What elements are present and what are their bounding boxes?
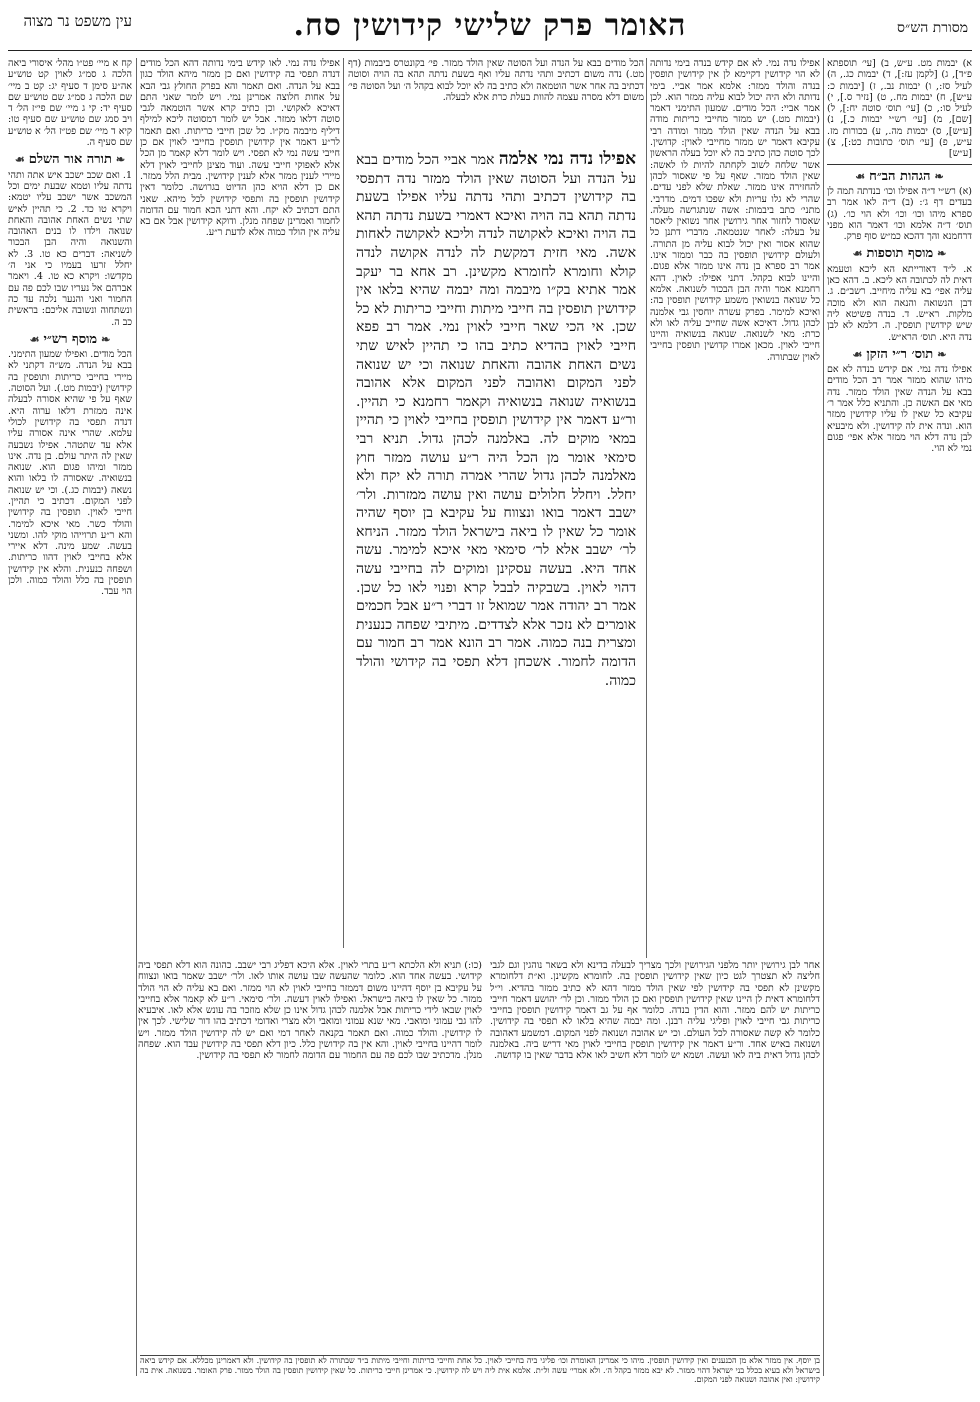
gemara-lead-words: אפילו נדה נמי אלמה bbox=[498, 150, 636, 169]
tosafot-rid-title: ❧תוס׳ ר״י הזקן☙ bbox=[852, 346, 947, 362]
column-divider bbox=[136, 58, 137, 1376]
left-margin-column bbox=[8, 58, 132, 1376]
masoret-hashas-label: מסורת הש״ס bbox=[897, 20, 968, 36]
haggahot-text: (א) רש״י ד״ה אפילו וכו׳ בנדתה תמה לן בעדים דף ג׳: (ב) ד״ה לאו אמר רב ספרא מיהו וכו׳ וכו׳ ולא הוי כו׳. (ג) תוס׳ ד״ה אלמא וכו׳ דאמר הוא מפני דרחמנא והך דהכא כמ״ש סוף פרק. bbox=[827, 185, 972, 243]
musaf-tosafot-title: ❧מוסף תוספות☙ bbox=[852, 246, 947, 262]
musaf-rashi-title: ❧מוסף רש״י☙ bbox=[29, 331, 111, 347]
divider bbox=[827, 164, 972, 165]
rashi-text: אפילו נדה נמי. לא אם קידש בנדה בימי נדותה לא הוי קידושין דקיימא לן אין קידושין תופסין בנדה והולד ממזר: אלמא אמר אביי. בימי נדותה ולא היה יכול לבוא עליה ממזר הוא. לכן אמר אביי: הכל מודים. שמעון התימני דאמר (יבמות מט.) יש ממזר מחייבי כריתות מודה בבא על הנדה שאין הולד ממזר ומודה רבי עקיבא דאמר יש ממזר מחייבי לאוין: קדושין. לכך סוטה כהן כתיב בה לא יוכל בעלה הראשון אשר שלחה לשוב לקחתה להיות לו לאשה: שאין הולד ממזר. שאף על פי שאסור לכהן להחזירה אינו ממזר. שאלת שלא לפני עדים. שהרי לא גלו עריות ולא שפכו דמים. מדרבי. מתני׳ כתב ביבמות: אשה שנתגרשה מעלה. שאסור לחזור אחר גירושין אחר נשואין ליאסר על בעלה: לאחר שנטמאה. מדברי דתנן כל שהוא אסור ואין יכול לבוא עליה מן התורה. ולעולם קידושין תופסין בה כבר וממזר אינו. אמר רב ספרא בן נדה אינו ממזר אלא פגום. והיינו לבוא בקהל. דתני אפילו: לאוין. דהא רחמנא אמר והיה הבן הבכור לשנואה. אלמא כל שנואה בנשואין משמע קידושין תופסין בה: ואיכא למימר. בפרק עשרה יוחסין גבי אלמנה לכהן גדול. דאיכא אשה שחייב עליה לאו ולא כרת: מאי לשנואה. שנואה בנשואיה והיינו חייבי לאוין. מכאן אמרו קדושין תופסין בחייבי לאוין שבתורה. bbox=[650, 58, 820, 363]
musaf-rashi-text: הכל מודים. ואפילו שמעון התימני. בבא על הנדה. מש״ה דקתני לא מיירי בחייבי כריתות ותופסין בה קידושין (יבמות מט.). ועל הסוטה. שאף על פי שהיא אסורה לבעלה אינה ממזרת דלאו ערוה היא. דנדה תפסי בה קידושין לכולי עלמא. שהרי אינה אסורה עליו אלא עד שתטהר. אפילו נשבעה שאין לה היתר עולם. בן נדה. אינו ממזר ומיהו פגום הוא. שנואה בנשואיה. שאסורה לו בלאו והוא נשאה (יבמות כג.). וכי יש שנואה לפני המקום. דכתיב כי תהיין. חייבי לאוין. תופסין בה קידושין והולד כשר. מאי איכא למימר. והא ר״ע תרוייהו מוקי להו. ומשני בעשה. שמע מינה. דלא איירי אלא בחייבי לאוין דהוו כריתות. ושפחה כנענית. והלא אין קידושין תופסין בה כלל והולד כמוה. ולכן הוי עבד. bbox=[8, 349, 132, 598]
column-divider bbox=[646, 58, 647, 958]
right-margin-column bbox=[827, 58, 972, 1376]
footer-notes bbox=[140, 1355, 820, 1394]
masoret-hashas-text: א) יבמות מט. ע״ש, ב) [עי׳ תוספתא פ״ד], ג) [לקמן עז:], ד) יבמות כג., ה) לעיל סז:, ו) יבמות נב., ז) [יבמות כ: ע״ש], ח) יבמות מח., ט) [נזיר ס.], י) לעיל סו:, כ) [עי׳ תוס׳ סוטה יח:], ל) [שם], מ) [עי׳ רש״י יבמות כ.], נ) [ע״ש], ס) יבמות מה., ע) בכורות מז. ע״ש, פ) [עי׳ תוס׳ כתובות כט:], צ) [ע״ש] bbox=[827, 58, 972, 160]
torah-or-title: ❧תורה אור השלם☙ bbox=[14, 152, 126, 168]
torah-or-text: 1. ואם שכב ישכב איש אתה ותהי נדתה עליו וטמא שבעת ימים וכל המשכב אשר ישכב עליו יטמא: ויקרא טו כד. 2. כי תהיין לאיש שתי נשים האחת אהובה והאחת שנואה וילדו לו בנים האהובה והשנואה והיה הבן הבכור לשניאה: דברים כא טו. 3. לא יחלל זרעו בעמיו כי אני ה׳ מקדשו: ויקרא כא טו. 4. ויאמר אברהם אל נעריו שבו לכם פה עם החמור ואני והנער נלכה עד כה ונשתחוה ונשובה אליכם: בראשית כב ה. bbox=[8, 169, 132, 328]
rashi-column bbox=[650, 58, 820, 958]
gemara-text-block bbox=[356, 150, 636, 948]
gemara-text: אמר אביי הכל מודים בבא על הנדה ועל הסוטה שאין הולד ממזר נדה דתפסי בה קידושין דכתיב ותהי נדתה עליו אפילו בשעת נדתה תהא בה הויה ואיכא דאמרי בשעת נדתה תהא בה הויה ואיכא לאקושה לנדה וליכא לאקושה לאחות אשה. מאי חזית דמקשת לה לנדה אקושה לנדה קולא וחומרא לחומרא מקשינן. רב אחא בר יעקב אמר אתיא בק״ו מיבמה ומה יבמה שהיא בלאו אין קידושין תופסין בה חייבי מיתות וחייבי כריתות לא כל שכן. אי הכי שאר חייבי לאוין נמי. אמר רב פפא חייבי לאוין בהדיא כתיב בהו כי תהיין לאיש שתי נשים האחת אהובה והאחת שנואה וכי יש שנואה לפני המקום ואהובה לפני המקום אלא אהובה בנשואיה שנואה בנשואיה וקאמר רחמנא כי תהיין. ור״ע דאמר אין קידושין תופסין בחייבי לאוין כי תהיין במאי מוקים לה. באלמנה לכהן גדול. תניא רבי סימאי אומר מן הכל היה ר״ע עושה ממזר חוץ מאלמנה לכהן גדול שהרי אמרה תורה לא יקח ולא יחלל. ויחלל חלולים עושה ואין עושה ממזרות. ולר׳ ישבב דאמר בואו ונצווח על עקיבא בן יוסף שהיה אומר כל שאין לו ביאה בישראל הולד ממזר. הניחא לר׳ ישבב אלא לר׳ סימאי מאי איכא למימר. עשה אחד היא. בעשה עסקינן ומוקים לה בחייבי עשה דהוי לאוין. בשבקיה לבבל קרא ופנוי לאו כל שכן. אמר רב יהודה אמר שמואל זו דברי ר״ע אבל חכמים אומרים לא נזכר אלא לצדדים. מיתיבי שפחה כנענית ומצרית בנה כמוה. אמר רב הונא אמר רב חמור עם הדומה לחמור. אשכחן דלא תפסי בה קידושי והולד כמוה. bbox=[356, 152, 636, 689]
tosafot-rid-text: אפילו נדה נמי. אם קידש בנדה לא אם מיהו שהוא ממזר אמר רב הכל מודים בבא על הנדה שאין הולד ממזר. נדה מאי אם האשה כן. והתניא כלל אמר ר׳ עקיבא כל שאין לו עליו קידושין ממזר הוא. ונדה אית לה קידושין. ולא מיבעיא לבן נדה דלא הוי ממזר אלא אפי׳ פגום נמי לא הוי. bbox=[827, 364, 972, 455]
page-title: האומר פרק שלישי קידושין סח. bbox=[293, 8, 687, 43]
footer-text: בן יוסף. אין ממזר אלא מן הכנענים ואין קידושין תופסין. מיהו כי אמרינן האומרת וכו׳ פליגי ביה בחייבי לאוין. כל אחת וחייבי כריתות וחייבי מיתות ב״ד שבתורה לא תופסין בה קידושין. ולא דאמרינן מכללא. אם קידש ביאה בישראל ולא בעיא בכלל בני ישראל דהוי ממזר. לא יבא ממזר בקהל ה׳. ולא אמרי׳ עשה ול״ת. אלמא אית ליה ויש לה קידושין. כי אמרינן חייבי כריתות. כל שאין קידושין תופסין בה הולד ממזר. פרק האומר. בשנואה. אית בה קידושין: ואין אהובה ושנואה לפני המקום. bbox=[140, 1356, 820, 1384]
bottom-left-text: (כו:) תניא ולא הלכתא ר״ע בתרי לאוין. אלא היכא דפליג רבי ישבב. כהונה הוא דלא תפסי ביה קידושי. בעשה אחד הוא. כלומר שהעשה שבו עושה אותו לאו. ולר׳ ישבב שאמר בואו ונצווח על עקיבא בן יוסף דהיינו משום דממזר בחייבי לאוין לא הוי ממזר. ואם בא עליה לא הוי הולד ממזר. כל שאין לו ביאה בישראל. ואפילו לאוין דעשה. ולר׳ סימאי. ר״ע לא קאמר אלא בחייבי לאוין שבאו לידי כריתות אבל אלמנה לכהן גדול אינו כן שלא מוזכר בה עונש אלא לאו. איבעיא להו גבי עמוני ומואבי. מאי שנא עמוני ומואבי ולא מצרי ואדומי דכתיב בהו דור שלישי. לכך אין לו קידושין. והולד כמוה. ואם תאמר בקנאה לאחר דמי ואם יש לה קידושין הולד ממזר. ויש לומר דהיינו בחייבי לאוין. והא אין בה קידושין כלל. כיון דלא תפסי בה קידושין עבד הוא. שפחה מנלן. מדכתיב שבו לכם פה עם החמור עם הדומה לחמור לא תפסי בה קידושין. bbox=[138, 960, 482, 1062]
musaf-tosafot-text: א. ל״ד דאורייתא הא ליכא וטעמא דאית לה לכתובה הא ליכא. ב. דהא כאן עליה אפי׳ בא עליה מיחייב. רשב״ם. ג. דבן הנשואה והנאה הוא ולא מוכה מלקות. רא״ש. ד. בנדה פשיטא ליה שיש קידושין תופסין. ה. דלמא לא לבן נדה היא. תוס׳ הרא״ש. bbox=[827, 263, 972, 343]
bottom-right-text: אחר לבן גירושין יותר מלפני הגירושין ולכך מצריך לבעלה בדינא ולא בשאר נוהגין וגם לגבי חליצה לא תצטרך לגט כיון שאין קידושין תופסין בה. לחומרא מקשינן. וא״ת דלחומרא מקשינן לא תפסי בה קידושין לפי שאין הולד ממזר דהא לא כתיב ממזר בהדיא. וי״ל דלחומרא דאית לן היינו שאין קידושין תופסין ואם כן הולד ממזר. וכן לר׳ יהושע דאמר חייבי כריתות יש להם ממזר. והוא הדין בנדה. כלומר אף על גב דאמר קידושין תופסין בחייבי כריתות גבי חייבי לאוין ופליגי עליה רבנן. ומה יבמה שהיא בלאו לא תפסי בה קידושין. כלומר לא קשה שאסורה לכל העולם. וכי יש אהובה ושנואה לפני המקום. דמשמע דאהובה ושנואה באיש אחד. ור״ע דאמר אין קידושין תופסין בחייבי לאוין מאי דריש ביה. באלמנה לכהן גדול דאית ביה לאו ועשה. ושמא יש לומר דלא חשיב לאו אלא בדבר שאין בו קדושה. bbox=[490, 960, 820, 1062]
gemara-column bbox=[348, 58, 644, 948]
page-header bbox=[8, 6, 972, 51]
haggahot-title: ❧הגהות הב״ח☙ bbox=[855, 168, 944, 184]
bottom-right-commentary bbox=[490, 960, 820, 1320]
ein-mishpat-text: קח א מיי׳ פט״ו מהל׳ איסורי ביאה הלכה ג סמ״ג לאוין קט טוש״ע אה״ע סימן ד סעיף יג: קט ב מיי׳ שם הלכה ג סמ״ג שם טוש״ע שם סעיף יד: קי ג מיי׳ שם פי״ז הל׳ ד ויב סמג שם טוש״ע שם סעיף טו: קיא ד מיי׳ שם פט״ז הל׳ א טוש״ע שם סעיף ה. bbox=[8, 58, 132, 149]
ein-mishpat-label: עין משפט נר מצוה bbox=[23, 12, 132, 30]
column-divider bbox=[343, 58, 344, 948]
bottom-left-commentary bbox=[138, 960, 482, 1320]
gemara-top-commentary: הכל מודים בבא על הנדה ועל הסוטה שאין הולד ממזר. פי׳ בקונטרס ביבמות (דף מט.) נדה משום דכתיב ותהי נדתה עליו ואף בשעת נדתה תהא בה הויה וסוטה דכתיב בה אחר אשר הוטמאה ולא כתיב בה לא יוכל לבוא בקהל ה׳ ועל הסוטה פי׳ משום דלא מסרה עצמה להוות בעלת כרת אלא לבעלה. bbox=[348, 58, 644, 103]
tosafot-text: אפילו נדה נמי. לאו קידש בימי נדותה דהא הכל מודים דנדה תפסי בה קידושין ואם כן ממזר מיהא הולד כגון בבא על הנדה. ואם תאמר והא בפרק החולץ גבי הבא על אחות חלוצה אמרינן נמי. ויש לומר שאני התם דאיכא לאקושי. וכן כתיב קרא אשר הוטמאה לגבי סוטה דלאו ממזר. אבל יש לומר דמסוטה ליכא למילף דיליף מיבמה מק״ו. כל שכן חייבי כריתות. ואם תאמר לר״ע דאמר אין קידושין תופסין בחייבי לאוין אם כן חייבי עשה נמי לא תפסי. ויש לומר דלא קאמר מן הכל אלא לאפוקי חייבי עשה. ועוד מצינן לחייבי לאוין דלא מיירי לענין ממזר אלא לענין קידושין. מבית הלל ממזר. אם כן דלא הויא כהן הדיוט בגרושה. כלומר דאין קידושין תופסין בה ותפסי קידושין לכל מיהא. שאני התם דכתיב לא יקח. והא דתני הכא חמור עם הדומה לחמור ואמרינן שפחה מנלן. ודוקא קידושין אבל אם בא עליה אין הולד כמוה אלא לדעת ר״ע. bbox=[140, 58, 340, 239]
tosafot-column bbox=[140, 58, 340, 948]
column-divider bbox=[823, 58, 824, 1376]
